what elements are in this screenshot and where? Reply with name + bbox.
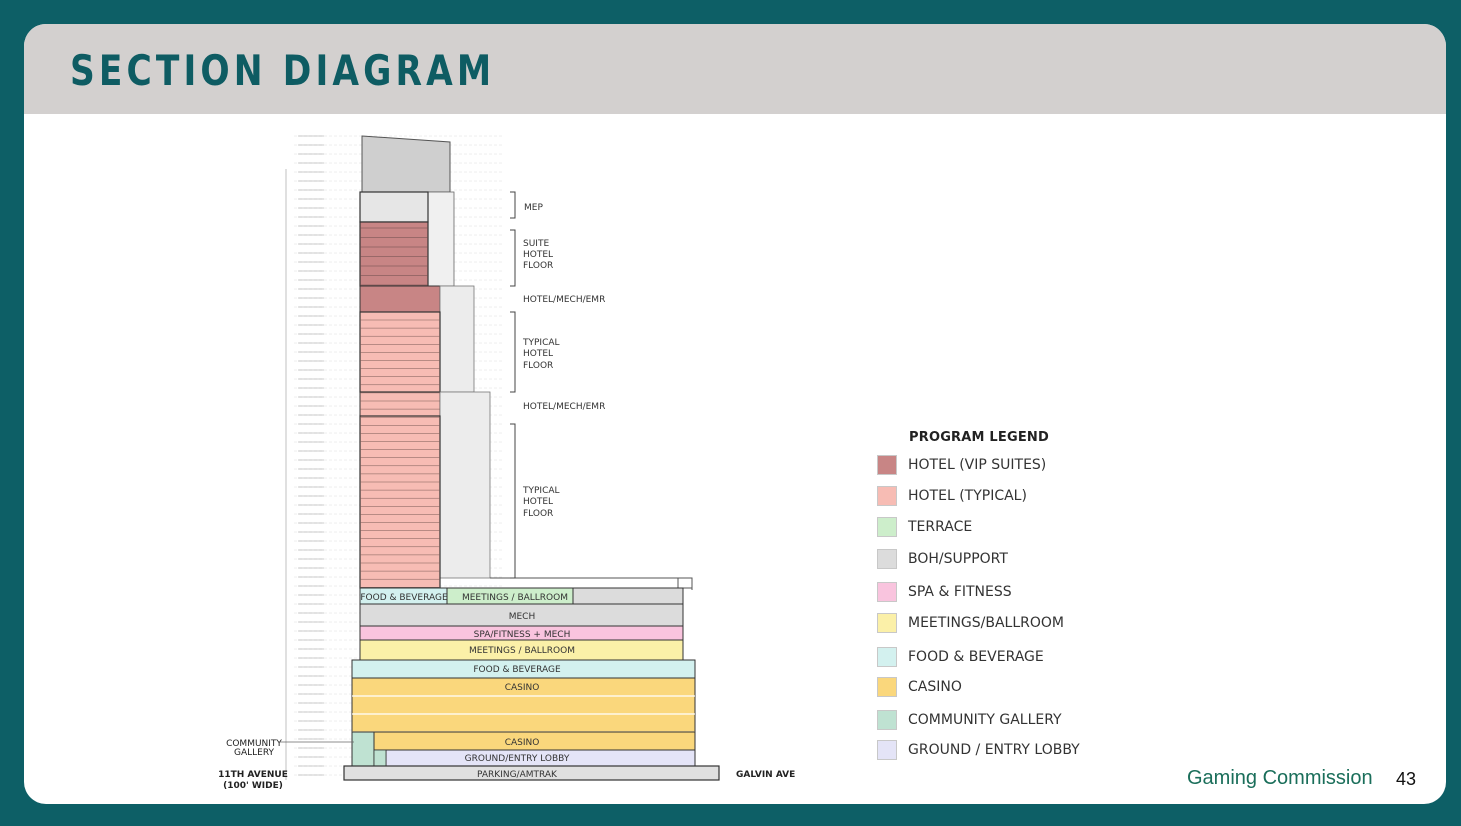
legend-swatch xyxy=(877,455,897,475)
legend-swatch xyxy=(877,647,897,667)
legend-swatch xyxy=(877,677,897,697)
suite-hotel-floors xyxy=(360,222,428,286)
legend-label: CASINO xyxy=(908,679,962,695)
label-meetings-lower: MEETINGS / BALLROOM xyxy=(468,646,576,656)
podium-parapet xyxy=(490,578,692,588)
page-number: 43 xyxy=(1396,769,1417,789)
legend-swatch xyxy=(877,740,897,760)
label-community-1: COMMUNITY xyxy=(226,739,282,749)
label-avenue-2: (100' WIDE) xyxy=(223,781,283,791)
label-community-2: GALLERY xyxy=(233,748,275,758)
label-typical-b-1: TYPICAL xyxy=(523,486,560,496)
label-suite-1: SUITE xyxy=(523,239,550,249)
label-suite-2: HOTEL xyxy=(523,250,554,260)
label-galvin: GALVIN AVE xyxy=(736,770,796,780)
mep-zone xyxy=(360,192,428,222)
label-hotel-mech-emr-upper: HOTEL/MECH/EMR xyxy=(523,295,606,305)
label-typical-a-1: TYPICAL xyxy=(523,338,560,348)
slide xyxy=(24,24,1446,804)
label-food-bev-lower: FOOD & BEVERAGE xyxy=(473,665,561,675)
label-meetings-upper: MEETINGS / BALLROOM xyxy=(461,593,569,603)
label-mech: MECH xyxy=(508,612,536,622)
legend-swatch xyxy=(877,486,897,506)
legend-label: COMMUNITY GALLERY xyxy=(908,712,1062,728)
legend-swatch xyxy=(877,710,897,730)
label-avenue-1: 11TH AVENUE xyxy=(218,770,288,780)
tower-crown xyxy=(362,136,450,192)
legend-label: MEETINGS/BALLROOM xyxy=(908,615,1065,631)
legend-label: SPA & FITNESS xyxy=(908,584,1012,600)
page-title: SECTION DIAGRAM xyxy=(70,46,496,95)
legend-swatch xyxy=(877,582,897,602)
hotel-mech-emr-upper xyxy=(360,286,440,312)
label-mep: MEP xyxy=(524,203,543,213)
label-typical-b-3: FLOOR xyxy=(523,509,554,519)
boh-mid xyxy=(440,286,474,392)
typical-hotel-floors-a xyxy=(360,312,440,392)
legend-label: BOH/SUPPORT xyxy=(908,551,1008,567)
boh-roof xyxy=(573,588,683,604)
legend-label: HOTEL (TYPICAL) xyxy=(908,488,1027,504)
label-spa-fitness-mech: SPA/FITNESS + MECH xyxy=(473,630,571,640)
legend-label: FOOD & BEVERAGE xyxy=(908,649,1044,665)
label-typical-a-2: HOTEL xyxy=(523,349,554,359)
label-parking: PARKING/AMTRAK xyxy=(477,770,557,780)
legend-swatch xyxy=(877,613,897,633)
side-braces xyxy=(510,192,515,578)
footer-org: Gaming Commission xyxy=(1187,767,1373,789)
label-typical-b-2: HOTEL xyxy=(523,497,554,507)
label-casino-upper: CASINO xyxy=(504,683,540,693)
label-suite-3: FLOOR xyxy=(523,261,554,271)
typical-hotel-floors-b xyxy=(360,416,440,588)
community-gallery-block xyxy=(352,732,374,766)
label-food-bev-upper: FOOD & BEVERAGE xyxy=(360,593,448,603)
label-ground-lobby: GROUND/ENTRY LOBBY xyxy=(464,754,570,764)
legend-label: GROUND / ENTRY LOBBY xyxy=(908,742,1080,758)
boh-upper xyxy=(428,192,454,286)
label-casino-lower: CASINO xyxy=(504,738,540,748)
label-typical-a-3: FLOOR xyxy=(523,361,554,371)
legend-label: HOTEL (VIP SUITES) xyxy=(908,457,1047,473)
label-hotel-mech-emr-lower: HOTEL/MECH/EMR xyxy=(523,402,606,412)
legend-swatch xyxy=(877,549,897,569)
legend-title: PROGRAM LEGEND xyxy=(909,430,1049,445)
hotel-mech-emr-lower xyxy=(360,392,440,416)
section-diagram xyxy=(24,24,1446,804)
legend-label: TERRACE xyxy=(908,519,973,535)
legend-swatch xyxy=(877,517,897,537)
boh-lower xyxy=(440,392,490,578)
